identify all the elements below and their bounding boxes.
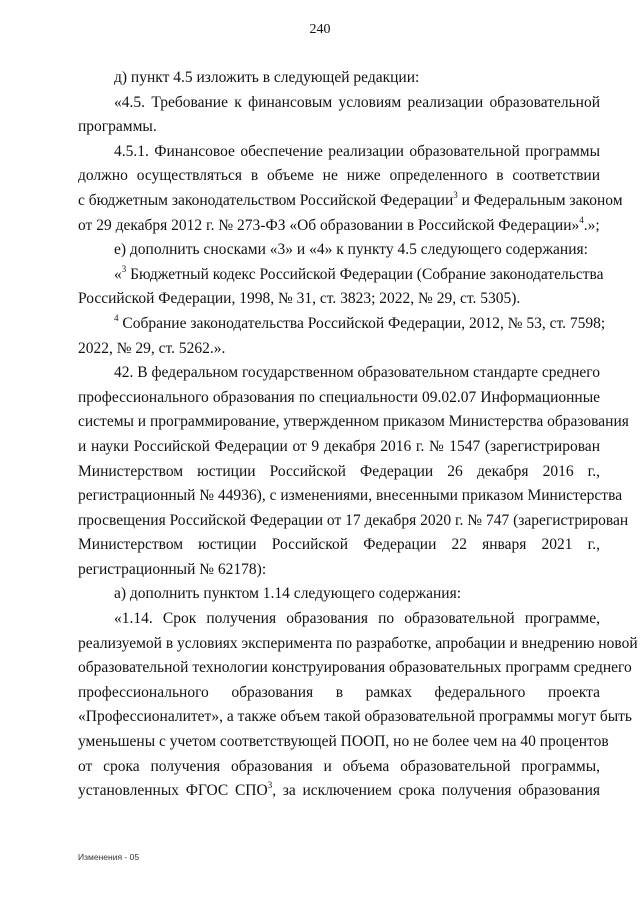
- document-body: [78, 66, 638, 804]
- footnote-marker: 4: [114, 312, 119, 323]
- text-line: [78, 582, 600, 607]
- line-text: 42. В федеральном государственном образовательном стандарте среднего: [114, 364, 600, 382]
- line-text: регистрационный № 44936), с изменениями, внесенными приказом Министерства: [78, 487, 623, 505]
- text-line: [78, 312, 606, 337]
- line-text: «Профессионалитет», а также объем такой образовательной программы могут быть: [78, 708, 633, 726]
- text-line: [78, 189, 623, 214]
- line-text: от срока получения образования и объема образовательной программы,: [78, 757, 600, 775]
- line-text-cont: Собрание законодательства Российской Федерации, 2012, № 53, ст. 7598;: [118, 314, 606, 332]
- line-text: 2022, № 29, ст. 5262.».: [78, 339, 226, 357]
- text-line: [78, 91, 600, 116]
- text-line: [78, 66, 600, 91]
- text-line: [78, 558, 600, 583]
- text-line: [78, 238, 600, 263]
- line-text: 4.5.1. Финансовое обеспечение реализации образовательной программы: [114, 142, 600, 160]
- text-line: [78, 705, 633, 730]
- line-text: образовательной технологии конструирования образовательных программ среднего: [78, 659, 632, 677]
- line-text: системы и программирование, утвержденном приказом Министерства образования: [78, 413, 629, 431]
- page-number: 240: [309, 22, 331, 37]
- line-text: «1.14. Срок получения образования по образовательной программе,: [114, 610, 600, 628]
- footnote-marker: 3: [267, 780, 273, 791]
- text-line: [78, 730, 609, 755]
- line-text: Министерством юстиции Российской Федерации 26 декабря 2016 г.,: [78, 462, 600, 480]
- line-text: и науки Российской Федерации от 9 декабря 2016 г. № 1547 (зарегистрирован: [78, 437, 600, 455]
- text-line: [78, 386, 600, 411]
- text-line: [78, 263, 604, 288]
- line-text: должно осуществляться в объеме не ниже определенного в соответствии: [78, 167, 600, 185]
- line-text-cont: , за исключением срока получения образования: [272, 782, 600, 800]
- line-text: просвещения Российской Федерации от 17 декабря 2020 г. № 747 (зарегистрирован: [78, 511, 629, 529]
- line-text: «4.5. Требование к финансовым условиям реализации образовательной: [114, 93, 600, 111]
- text-line: [78, 460, 600, 485]
- line-text: уменьшены с учетом соответствующей ПООП, но не более чем на 40 процентов: [78, 733, 609, 751]
- text-line: [78, 435, 600, 460]
- text-line: [78, 607, 600, 632]
- line-text: установленных ФГОС СПО: [78, 782, 268, 800]
- footnote-marker: 3: [121, 263, 127, 274]
- text-line: [78, 484, 623, 509]
- line-text-cont: и Федеральным законом: [457, 191, 623, 209]
- text-line: [78, 337, 600, 362]
- line-text-cont: Бюджетный кодекс Российской Федерации (Собрание законодательства: [126, 265, 604, 283]
- line-text: профессионального образования по специальности 09.02.07 Информационные: [78, 388, 600, 406]
- footnote-marker: 3: [453, 189, 458, 200]
- text-line: [78, 755, 600, 780]
- line-text: «: [114, 265, 122, 283]
- line-text: программы.: [78, 118, 157, 136]
- text-line: [78, 681, 600, 706]
- line-text: Российской Федерации, 1998, № 31, ст. 3823; 2022, № 29, ст. 5305).: [78, 290, 521, 308]
- text-line: [78, 140, 600, 165]
- line-text: профессионального образования в рамках федерального проекта: [78, 683, 600, 701]
- line-text: регистрационный № 62178):: [78, 560, 267, 578]
- line-text: от 29 декабря 2012 г. № 273-ФЗ «Об образовании в Российской Федерации»: [78, 216, 580, 234]
- line-text: д) пункт 4.5 изложить в следующей редакции:: [114, 69, 420, 86]
- footnote-marker: 4: [579, 214, 584, 225]
- text-line: [78, 632, 638, 657]
- text-line: [78, 214, 600, 239]
- footer-note: Изменения - 05: [78, 852, 140, 862]
- line-text: Министерством юстиции Российской Федерации 22 января 2021 г.,: [78, 536, 600, 554]
- text-line: [78, 287, 600, 312]
- text-line: [78, 509, 629, 534]
- line-text: е) дополнить сносками «3» и «4» к пункту 4.5 следующего содержания:: [114, 241, 588, 259]
- line-text: а) дополнить пунктом 1.14 следующего содержания:: [114, 585, 462, 603]
- text-line: [78, 164, 600, 189]
- text-line: [78, 533, 600, 558]
- text-line: [78, 115, 600, 140]
- line-text: с бюджетным законодательством Российской Федерации: [78, 191, 454, 209]
- text-line: [78, 656, 632, 681]
- line-text: реализуемой в условиях эксперимента по разработке, апробации и внедрению новой: [78, 634, 638, 652]
- text-line: [78, 410, 629, 435]
- line-text-cont: .»;: [583, 216, 600, 234]
- text-line: [78, 779, 600, 804]
- text-line: [78, 361, 600, 386]
